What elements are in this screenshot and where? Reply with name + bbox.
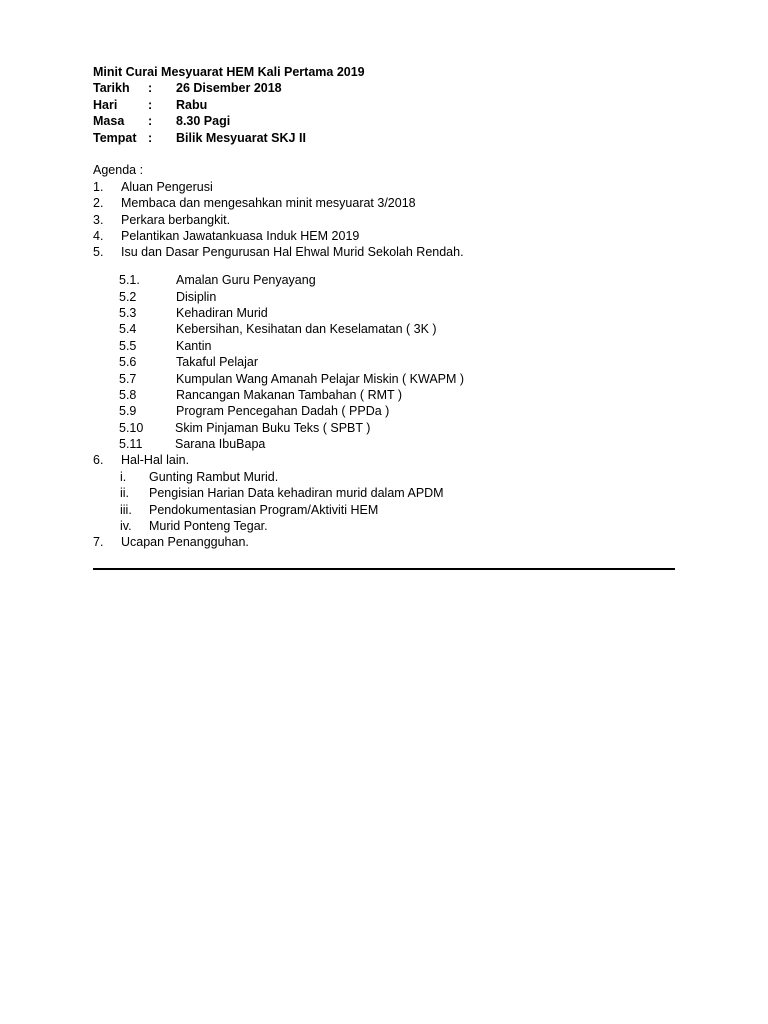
roman-sub-item	[93, 518, 675, 534]
sub-item	[93, 436, 675, 452]
sub-item-number: 5.9	[119, 404, 137, 419]
roman-text: Murid Ponteng Tegar.	[149, 519, 268, 534]
meta-label: Tempat	[93, 130, 137, 145]
agenda-item	[93, 534, 675, 550]
agenda-heading: Agenda :	[93, 163, 144, 178]
meta-label: Tarikh	[93, 81, 130, 96]
item-number: 3.	[93, 212, 104, 227]
item-text: Pelantikan Jawatankuasa Induk HEM 2019	[121, 228, 360, 243]
roman-number: ii.	[120, 486, 130, 501]
item-text: Perkara berbangkit.	[121, 212, 231, 227]
sub-item-number: 5.2	[119, 289, 137, 304]
meta-label: Masa	[93, 114, 125, 129]
sub-item-text: Kehadiran Murid	[176, 305, 268, 320]
meta-separator: :	[148, 130, 153, 145]
roman-number: iii.	[120, 502, 132, 517]
sub-item	[93, 403, 675, 419]
sub-item-number: 5.8	[119, 387, 137, 402]
minutes-document	[93, 64, 675, 551]
horizontal-divider	[93, 568, 675, 570]
meta-value: 26 Disember 2018	[176, 81, 282, 96]
meta-value: 8.30 Pagi	[176, 114, 231, 129]
meta-row-venue	[93, 130, 675, 146]
item-number: 4.	[93, 228, 104, 243]
meta-value: Bilik Mesyuarat SKJ II	[176, 130, 306, 145]
document-title: Minit Curai Mesyuarat HEM Kali Pertama 2019	[93, 65, 365, 79]
meta-separator: :	[148, 114, 153, 129]
meta-label: Hari	[93, 97, 118, 112]
meta-row-day	[93, 97, 675, 113]
sub-item	[93, 354, 675, 370]
sub-item-number: 5.1.	[119, 273, 140, 288]
meta-row-time	[93, 113, 675, 129]
roman-sub-item	[93, 502, 675, 518]
roman-number: i.	[120, 469, 127, 484]
agenda-item	[93, 195, 675, 211]
sub-item	[93, 338, 675, 354]
agenda-item	[93, 244, 675, 260]
roman-sub-item	[93, 485, 675, 501]
meta-separator: :	[148, 81, 153, 96]
sub-item	[93, 289, 675, 305]
sub-item-text: Kebersihan, Kesihatan dan Keselamatan ( 3K )	[176, 322, 437, 337]
item-number: 2.	[93, 196, 104, 211]
roman-text: Gunting Rambut Murid.	[149, 469, 279, 484]
sub-item	[93, 420, 675, 436]
sub-item-text: Skim Pinjaman Buku Teks ( SPBT )	[175, 420, 371, 435]
sub-item-text: Kantin	[176, 338, 212, 353]
item-number: 1.	[93, 179, 104, 194]
item-number: 7.	[93, 535, 104, 550]
agenda-item	[93, 452, 675, 468]
meta-row-date	[93, 80, 675, 96]
sub-item-text: Amalan Guru Penyayang	[176, 273, 316, 288]
meta-value: Rabu	[176, 97, 208, 112]
item-number: 5.	[93, 245, 104, 260]
sub-item-number: 5.11	[119, 437, 143, 452]
sub-item-number: 5.4	[119, 322, 137, 337]
item-text: Isu dan Dasar Pengurusan Hal Ehwal Murid Sekolah Rendah.	[121, 245, 464, 260]
roman-sub-item	[93, 469, 675, 485]
sub-item-number: 5.3	[119, 305, 137, 320]
sub-item	[93, 305, 675, 321]
spacer	[93, 146, 675, 162]
sub-item-text: Rancangan Makanan Tambahan ( RMT )	[176, 387, 403, 402]
item-text: Hal-Hal lain.	[121, 453, 190, 468]
roman-number: iv.	[120, 519, 132, 534]
sub-item-number: 5.10	[119, 420, 144, 435]
agenda-item	[93, 179, 675, 195]
sub-item	[93, 321, 675, 337]
agenda-item	[93, 212, 675, 228]
sub-item-text: Program Pencegahan Dadah ( PPDa )	[176, 404, 390, 419]
item-text: Membaca dan mengesahkan minit mesyuarat 3/2018	[121, 196, 416, 211]
spacer	[93, 261, 675, 273]
item-number: 6.	[93, 453, 104, 468]
roman-text: Pengisian Harian Data kehadiran murid dalam APDM	[149, 486, 444, 501]
sub-item-number: 5.6	[119, 355, 137, 370]
meta-separator: :	[148, 97, 153, 112]
sub-item-text: Sarana IbuBapa	[175, 437, 266, 452]
item-text: Aluan Pengerusi	[121, 179, 213, 194]
sub-item	[93, 387, 675, 403]
sub-item-number: 5.7	[119, 371, 137, 386]
sub-item-text: Kumpulan Wang Amanah Pelajar Miskin ( KWAPM )	[176, 371, 465, 386]
sub-item-text: Takaful Pelajar	[176, 355, 258, 370]
sub-item	[93, 272, 675, 288]
sub-item	[93, 371, 675, 387]
sub-item-text: Disiplin	[176, 289, 217, 304]
item-text: Ucapan Penangguhan.	[121, 535, 249, 550]
sub-item-number: 5.5	[119, 338, 137, 353]
agenda-item	[93, 228, 675, 244]
roman-text: Pendokumentasian Program/Aktiviti HEM	[149, 502, 379, 517]
